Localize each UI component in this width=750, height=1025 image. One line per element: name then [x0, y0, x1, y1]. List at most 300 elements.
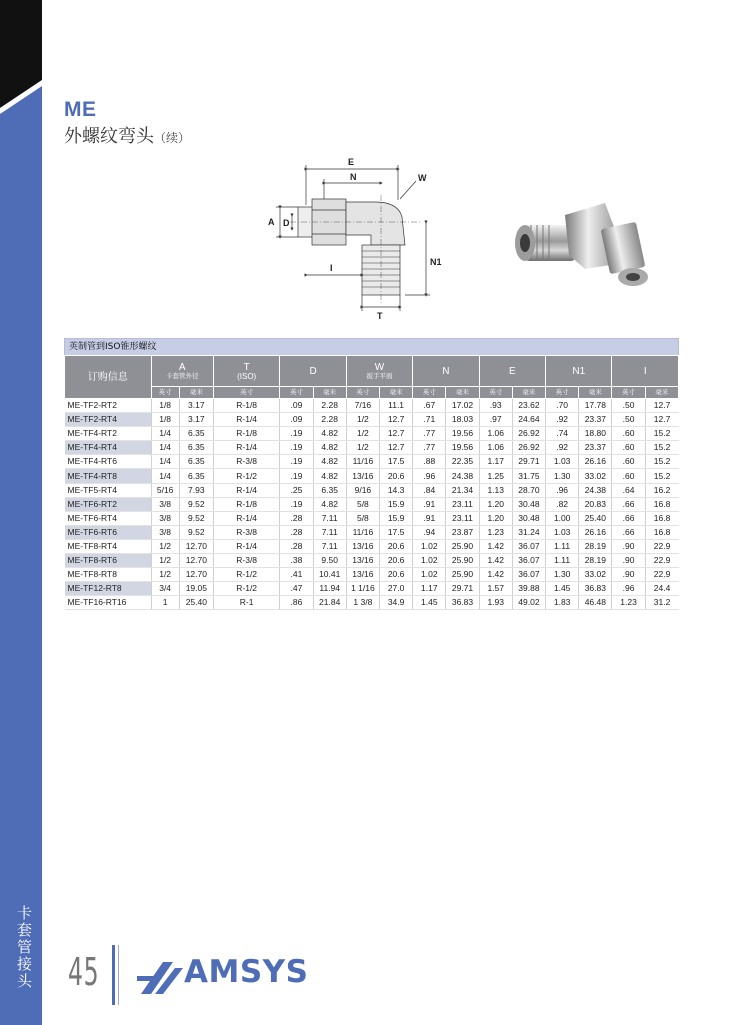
value-cell: 12.70: [179, 539, 213, 553]
value-cell: 11/16: [346, 525, 379, 539]
value-cell: 16.8: [645, 511, 678, 525]
value-cell: 1.25: [479, 469, 512, 483]
value-cell: 1.42: [479, 554, 512, 568]
value-cell: 1.57: [479, 582, 512, 596]
value-cell: 22.9: [645, 568, 678, 582]
value-cell: 22.9: [645, 539, 678, 553]
value-cell: 1.45: [413, 596, 446, 610]
value-cell: 1.42: [479, 539, 512, 553]
value-cell: 19.05: [179, 582, 213, 596]
order-code-cell: ME-TF8-RT8: [65, 568, 152, 582]
value-cell: 36.07: [512, 554, 545, 568]
value-cell: 12.70: [179, 568, 213, 582]
unit-inch: 英寸: [612, 387, 645, 399]
value-cell: R-1/8: [213, 427, 279, 441]
table-row: [65, 525, 679, 539]
value-cell: .09: [280, 413, 313, 427]
value-cell: R-1/4: [213, 441, 279, 455]
header-a-label: A: [178, 361, 186, 373]
header-t: [213, 356, 279, 387]
label-t: T: [377, 311, 383, 320]
value-cell: 4.82: [313, 441, 346, 455]
value-cell: 1/8: [151, 413, 179, 427]
continued-note: （续）: [154, 131, 191, 145]
label-n: N: [350, 172, 357, 182]
header-n: N: [413, 356, 479, 387]
header-row: [65, 356, 679, 387]
table-row: [65, 511, 679, 525]
value-cell: 6.35: [179, 427, 213, 441]
value-cell: 1/2: [151, 568, 179, 582]
side-corner-decoration: [0, 0, 42, 120]
value-cell: .28: [280, 525, 313, 539]
value-cell: 26.92: [512, 441, 545, 455]
value-cell: .97: [479, 413, 512, 427]
value-cell: .60: [612, 469, 645, 483]
value-cell: 12.7: [379, 427, 412, 441]
unit-mm: 毫米: [645, 387, 678, 399]
value-cell: .90: [612, 539, 645, 553]
value-cell: .66: [612, 511, 645, 525]
value-cell: 25.90: [446, 554, 479, 568]
table-row: [65, 399, 679, 413]
value-cell: 15.2: [645, 455, 678, 469]
value-cell: .64: [612, 483, 645, 497]
table-row: [65, 469, 679, 483]
value-cell: 11/16: [346, 455, 379, 469]
value-cell: 1 1/16: [346, 582, 379, 596]
value-cell: 1.17: [413, 582, 446, 596]
dimension-drawing: [250, 155, 450, 320]
order-code-cell: ME-TF2-RT4: [65, 413, 152, 427]
value-cell: 39.88: [512, 582, 545, 596]
value-cell: 25.90: [446, 539, 479, 553]
spec-table-section: [64, 338, 679, 610]
value-cell: 23.62: [512, 399, 545, 413]
value-cell: 1.20: [479, 511, 512, 525]
value-cell: 24.4: [645, 582, 678, 596]
header-a: [151, 356, 213, 387]
value-cell: 4.82: [313, 427, 346, 441]
header-d: D: [280, 356, 346, 387]
value-cell: 13/16: [346, 554, 379, 568]
value-cell: 13/16: [346, 539, 379, 553]
unit-mm: 毫米: [313, 387, 346, 399]
order-code-cell: ME-TF12-RT8: [65, 582, 152, 596]
value-cell: 20.83: [579, 497, 612, 511]
table-row: [65, 413, 679, 427]
value-cell: .09: [280, 399, 313, 413]
value-cell: 24.38: [579, 483, 612, 497]
value-cell: 33.02: [579, 568, 612, 582]
table-row: [65, 554, 679, 568]
value-cell: .28: [280, 511, 313, 525]
unit-mm: 毫米: [379, 387, 412, 399]
label-w: W: [418, 173, 427, 183]
unit-mm: 毫米: [446, 387, 479, 399]
spec-table-body: [65, 399, 679, 610]
value-cell: 9.52: [179, 525, 213, 539]
value-cell: 19.56: [446, 441, 479, 455]
value-cell: 1.23: [612, 596, 645, 610]
product-title-text: 外螺纹弯头: [64, 126, 154, 147]
value-cell: 28.70: [512, 483, 545, 497]
value-cell: 30.48: [512, 511, 545, 525]
value-cell: 27.0: [379, 582, 412, 596]
order-code-cell: ME-TF4-RT8: [65, 469, 152, 483]
value-cell: 4.82: [313, 497, 346, 511]
unit-inch: 英寸: [213, 387, 279, 399]
order-code-cell: ME-TF8-RT4: [65, 539, 152, 553]
value-cell: .19: [280, 497, 313, 511]
header-a-sub: 卡套管外径: [165, 372, 199, 380]
value-cell: R-1/2: [213, 469, 279, 483]
value-cell: 16.8: [645, 497, 678, 511]
value-cell: R-1/4: [213, 511, 279, 525]
value-cell: 1.00: [546, 511, 579, 525]
value-cell: R-1/2: [213, 582, 279, 596]
unit-row: [65, 387, 679, 399]
order-code-cell: ME-TF6-RT2: [65, 497, 152, 511]
value-cell: .96: [612, 582, 645, 596]
value-cell: 1/8: [151, 399, 179, 413]
value-cell: .92: [546, 441, 579, 455]
value-cell: 11.1: [379, 399, 412, 413]
value-cell: 49.02: [512, 596, 545, 610]
value-cell: .71: [413, 413, 446, 427]
value-cell: R-1/4: [213, 483, 279, 497]
value-cell: R-3/8: [213, 525, 279, 539]
value-cell: 1/2: [346, 427, 379, 441]
value-cell: R-1/8: [213, 399, 279, 413]
value-cell: .38: [280, 554, 313, 568]
value-cell: 1.42: [479, 568, 512, 582]
value-cell: 12.7: [645, 413, 678, 427]
unit-inch: 英寸: [479, 387, 512, 399]
value-cell: .60: [612, 455, 645, 469]
value-cell: 18.80: [579, 427, 612, 441]
value-cell: 4.82: [313, 455, 346, 469]
value-cell: R-1: [213, 596, 279, 610]
value-cell: 7.93: [179, 483, 213, 497]
value-cell: 1.83: [546, 596, 579, 610]
header-order: 订购信息: [65, 356, 152, 399]
table-row: [65, 483, 679, 497]
unit-inch: 英寸: [546, 387, 579, 399]
value-cell: .86: [280, 596, 313, 610]
value-cell: 6.35: [313, 483, 346, 497]
value-cell: .77: [413, 441, 446, 455]
model-code: ME: [64, 98, 97, 121]
label-e: E: [348, 157, 355, 167]
value-cell: .88: [413, 455, 446, 469]
value-cell: 24.64: [512, 413, 545, 427]
value-cell: .93: [479, 399, 512, 413]
value-cell: 4.82: [313, 469, 346, 483]
value-cell: .91: [413, 497, 446, 511]
header-e: E: [479, 356, 545, 387]
value-cell: 1.30: [546, 568, 579, 582]
value-cell: 16.8: [645, 525, 678, 539]
value-cell: .60: [612, 427, 645, 441]
value-cell: 15.2: [645, 441, 678, 455]
value-cell: 13/16: [346, 469, 379, 483]
value-cell: .92: [546, 413, 579, 427]
brand-logo-text: AMSYS: [184, 954, 309, 990]
value-cell: .70: [546, 399, 579, 413]
value-cell: 3/8: [151, 497, 179, 511]
order-code-cell: ME-TF6-RT6: [65, 525, 152, 539]
value-cell: 9.52: [179, 497, 213, 511]
order-code-cell: ME-TF2-RT2: [65, 399, 152, 413]
value-cell: 7.11: [313, 525, 346, 539]
value-cell: 1: [151, 596, 179, 610]
value-cell: 3/8: [151, 511, 179, 525]
value-cell: 20.6: [379, 469, 412, 483]
value-cell: .74: [546, 427, 579, 441]
value-cell: 36.07: [512, 568, 545, 582]
value-cell: 33.02: [579, 469, 612, 483]
value-cell: R-3/8: [213, 455, 279, 469]
order-code-cell: ME-TF6-RT4: [65, 511, 152, 525]
side-category-label: 卡套管接头: [15, 905, 33, 990]
value-cell: R-1/8: [213, 497, 279, 511]
table-row: [65, 455, 679, 469]
value-cell: 1/2: [151, 554, 179, 568]
value-cell: 21.84: [313, 596, 346, 610]
value-cell: 15.2: [645, 469, 678, 483]
value-cell: 1.11: [546, 539, 579, 553]
value-cell: 23.11: [446, 497, 479, 511]
label-d: D: [283, 218, 290, 228]
order-code-cell: ME-TF8-RT6: [65, 554, 152, 568]
value-cell: 1/4: [151, 427, 179, 441]
value-cell: 3/8: [151, 525, 179, 539]
table-caption: 英制管到ISO锥形螺纹: [64, 338, 679, 355]
value-cell: 12.7: [379, 413, 412, 427]
value-cell: 28.19: [579, 539, 612, 553]
table-row: [65, 582, 679, 596]
value-cell: 18.03: [446, 413, 479, 427]
value-cell: .19: [280, 427, 313, 441]
header-w-label: W: [374, 361, 385, 373]
header-t-sub: (ISO): [237, 371, 257, 381]
header-w: [346, 356, 412, 387]
value-cell: .94: [413, 525, 446, 539]
value-cell: 31.24: [512, 525, 545, 539]
value-cell: .96: [546, 483, 579, 497]
spec-table: [64, 355, 679, 610]
value-cell: 19.56: [446, 427, 479, 441]
value-cell: 12.7: [379, 441, 412, 455]
product-title: [64, 122, 190, 148]
value-cell: 1 3/8: [346, 596, 379, 610]
value-cell: 25.40: [179, 596, 213, 610]
label-n1: N1: [430, 257, 442, 267]
value-cell: 1.02: [413, 554, 446, 568]
value-cell: 20.6: [379, 568, 412, 582]
unit-inch: 英寸: [346, 387, 379, 399]
value-cell: 1.45: [546, 582, 579, 596]
value-cell: R-1/2: [213, 568, 279, 582]
value-cell: 17.5: [379, 525, 412, 539]
value-cell: 46.48: [579, 596, 612, 610]
value-cell: 5/8: [346, 497, 379, 511]
value-cell: 6.35: [179, 455, 213, 469]
order-code-cell: ME-TF16-RT16: [65, 596, 152, 610]
value-cell: 1/2: [346, 441, 379, 455]
value-cell: 1/4: [151, 469, 179, 483]
order-code-cell: ME-TF4-RT4: [65, 441, 152, 455]
value-cell: 23.37: [579, 413, 612, 427]
value-cell: 9.52: [179, 511, 213, 525]
value-cell: 1/4: [151, 441, 179, 455]
value-cell: 1.17: [479, 455, 512, 469]
value-cell: R-1/4: [213, 539, 279, 553]
value-cell: .77: [413, 427, 446, 441]
value-cell: 3.17: [179, 413, 213, 427]
value-cell: 20.6: [379, 554, 412, 568]
header-n1: N1: [546, 356, 612, 387]
value-cell: 12.7: [645, 399, 678, 413]
value-cell: 22.9: [645, 554, 678, 568]
value-cell: 15.9: [379, 511, 412, 525]
value-cell: 25.90: [446, 568, 479, 582]
value-cell: 26.16: [579, 525, 612, 539]
value-cell: 6.35: [179, 469, 213, 483]
unit-inch: 英寸: [151, 387, 179, 399]
value-cell: 13/16: [346, 568, 379, 582]
side-band: [0, 0, 42, 1025]
value-cell: 1.03: [546, 525, 579, 539]
value-cell: .90: [612, 554, 645, 568]
value-cell: 36.07: [512, 539, 545, 553]
table-row: [65, 568, 679, 582]
table-row: [65, 497, 679, 511]
value-cell: 3/4: [151, 582, 179, 596]
footer-divider: [112, 945, 115, 1005]
value-cell: .47: [280, 582, 313, 596]
value-cell: 1/4: [151, 455, 179, 469]
value-cell: 28.19: [579, 554, 612, 568]
page-number: 45: [68, 950, 100, 994]
value-cell: 23.37: [579, 441, 612, 455]
value-cell: 1.23: [479, 525, 512, 539]
value-cell: .84: [413, 483, 446, 497]
value-cell: 1.93: [479, 596, 512, 610]
value-cell: 20.6: [379, 539, 412, 553]
order-code-cell: ME-TF5-RT4: [65, 483, 152, 497]
value-cell: 1.11: [546, 554, 579, 568]
table-row: [65, 539, 679, 553]
value-cell: 2.28: [313, 413, 346, 427]
value-cell: .67: [413, 399, 446, 413]
unit-mm: 毫米: [179, 387, 213, 399]
value-cell: R-1/4: [213, 413, 279, 427]
header-w-sub: 扳手平面: [366, 372, 393, 380]
value-cell: 1.20: [479, 497, 512, 511]
value-cell: 1.13: [479, 483, 512, 497]
value-cell: .66: [612, 525, 645, 539]
value-cell: 1.02: [413, 568, 446, 582]
value-cell: .82: [546, 497, 579, 511]
value-cell: .28: [280, 539, 313, 553]
value-cell: 1.30: [546, 469, 579, 483]
value-cell: 26.16: [579, 455, 612, 469]
value-cell: 1/2: [346, 413, 379, 427]
value-cell: 14.3: [379, 483, 412, 497]
value-cell: 3.17: [179, 399, 213, 413]
value-cell: 29.71: [446, 582, 479, 596]
header-t-label: T: [243, 361, 250, 373]
value-cell: 9.50: [313, 554, 346, 568]
unit-mm: 毫米: [579, 387, 612, 399]
value-cell: 36.83: [446, 596, 479, 610]
value-cell: 21.34: [446, 483, 479, 497]
value-cell: 31.75: [512, 469, 545, 483]
value-cell: 36.83: [579, 582, 612, 596]
order-code-cell: ME-TF4-RT6: [65, 455, 152, 469]
value-cell: 17.78: [579, 399, 612, 413]
value-cell: .60: [612, 441, 645, 455]
header-i: I: [612, 356, 679, 387]
product-photo: [505, 185, 665, 295]
value-cell: 5/16: [151, 483, 179, 497]
value-cell: 1.03: [546, 455, 579, 469]
value-cell: 23.11: [446, 511, 479, 525]
value-cell: .50: [612, 399, 645, 413]
value-cell: R-3/8: [213, 554, 279, 568]
value-cell: 17.5: [379, 455, 412, 469]
footer-divider-thin: [118, 945, 119, 1005]
value-cell: 1.02: [413, 539, 446, 553]
value-cell: 5/8: [346, 511, 379, 525]
value-cell: 17.02: [446, 399, 479, 413]
value-cell: .91: [413, 511, 446, 525]
table-row: [65, 427, 679, 441]
value-cell: 11.94: [313, 582, 346, 596]
value-cell: .41: [280, 568, 313, 582]
value-cell: .19: [280, 455, 313, 469]
value-cell: .90: [612, 568, 645, 582]
value-cell: 15.9: [379, 497, 412, 511]
value-cell: .19: [280, 469, 313, 483]
value-cell: .96: [413, 469, 446, 483]
value-cell: .25: [280, 483, 313, 497]
value-cell: 24.38: [446, 469, 479, 483]
order-code-cell: ME-TF4-RT2: [65, 427, 152, 441]
value-cell: 16.2: [645, 483, 678, 497]
value-cell: 22.35: [446, 455, 479, 469]
unit-mm: 毫米: [512, 387, 545, 399]
value-cell: 12.70: [179, 554, 213, 568]
unit-inch: 英寸: [280, 387, 313, 399]
value-cell: 6.35: [179, 441, 213, 455]
value-cell: .19: [280, 441, 313, 455]
value-cell: 29.71: [512, 455, 545, 469]
value-cell: 1/2: [151, 539, 179, 553]
value-cell: 15.2: [645, 427, 678, 441]
value-cell: 23.87: [446, 525, 479, 539]
table-row: [65, 596, 679, 610]
value-cell: .50: [612, 413, 645, 427]
value-cell: 7/16: [346, 399, 379, 413]
label-i: I: [330, 263, 333, 273]
value-cell: 10.41: [313, 568, 346, 582]
value-cell: 1.06: [479, 427, 512, 441]
label-a: A: [268, 217, 275, 227]
table-row: [65, 441, 679, 455]
